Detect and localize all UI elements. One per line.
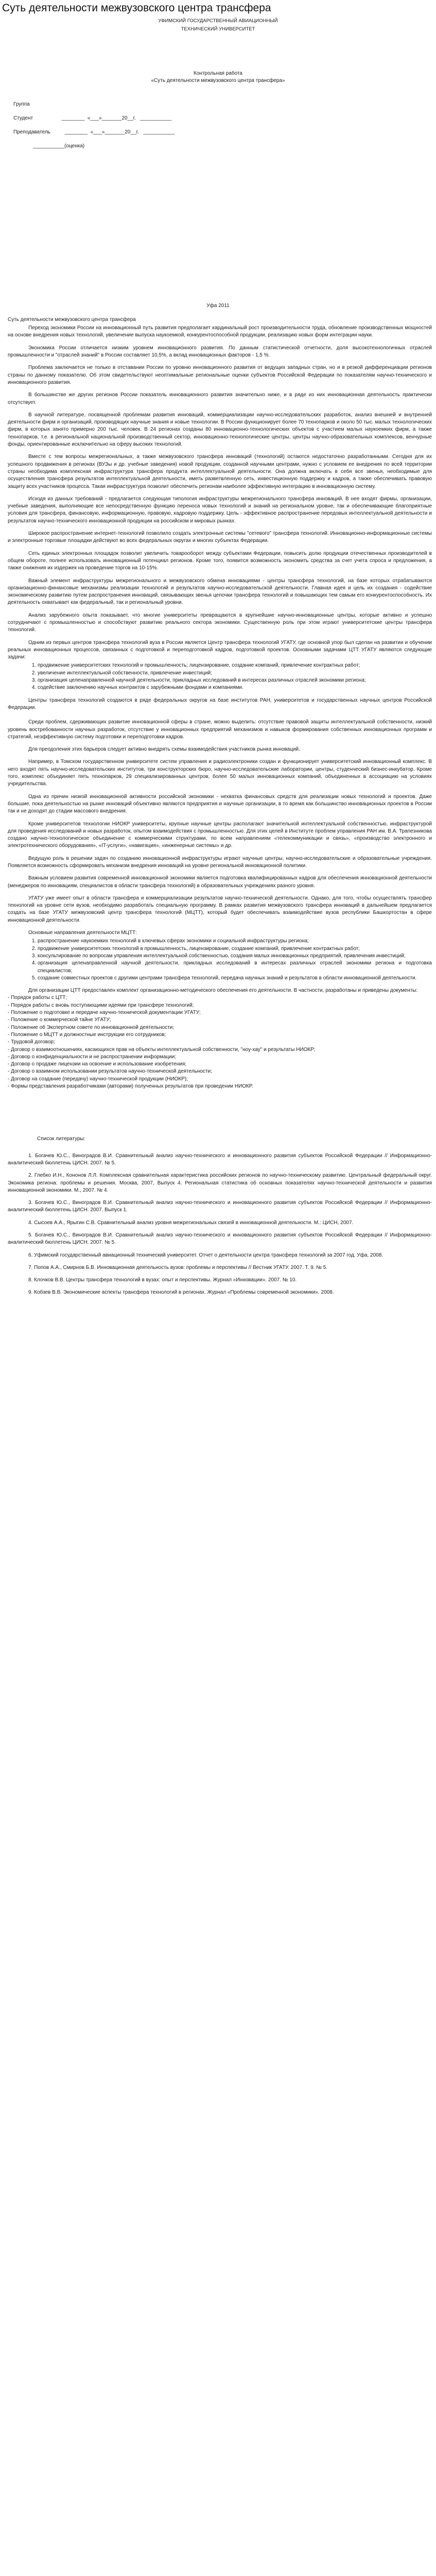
university-header-line2: ТЕХНИЧЕСКИЙ УНИВЕРСИТЕТ [181, 26, 255, 32]
work-title: «Суть деятельности межвузовского центра трансфера» [151, 78, 285, 84]
reference-item: 4. Сысоев А.А., Ярыгин С.В. Сравнительный анализ уровня межрегиональных связей в инновационной деятельности. М.: ЦИСН, 2007. [28, 1219, 354, 1226]
list-item: 1. продвижение университетских технологий и промышленность; лицензирование, создание компаний, привлечение контрактных работ; [38, 662, 432, 669]
section-title: Суть деятельности межвузовского центра трансфера [8, 316, 136, 323]
paragraph: Для организации ЦТТ предоставлен комплект организационно-методического обеспечения его деятельности. В частности, разработаны и приведены документы: [28, 988, 418, 994]
paragraph: Среди проблем, сдерживающих развитие инновационной сферы в стране, можно выделить: отсутствие правовой защиты интеллектуальной собственности, низкий уровень востребованности научных разработок, отсутствие у инновационных предприятий механизмов и навыков формирования собственных инновационных программ и стратегий, неэффективную систему подготовки и переподготовки кадров. [8, 719, 432, 740]
paragraph: Вместе с тем вопросы межрегиональных, а также межвузовского трансфера инноваций (технологий) остаются недостаточно разработанными. Сегодня для их успешного продвижения в регионах (ВУЗы и др. учебные заведения) новой продукции, созданной научными центрами, нужно с условием ее внедрения по всей территории страны необходима комплексная инфраструктура трансфера продукта интеллектуальной деятельности. Она должна включать в себя все звенья, необходимые для осуществления трансфера результатов интеллектуальной деятельности, иметь разветвленную сеть, инвестиционную поддержку и кадров, а также обеспечивать правовую защиту всех участников процесса. Такая инфраструктура позволит обеспечить регионам наиболее эффективную интеграцию в инновационную систему. [8, 454, 432, 489]
paragraph: Переход экономики России на инновационный путь развития предполагает кардинальный рост производительности труда, обновление производственных мощностей на основе внедрения новых технологий, увеличение выпуска наукоемкой, конкурентоспособной продукции, реализацию новых форм интеграции науки. [8, 325, 432, 338]
list-item: 2. продвижение университетских технологий в промышленность, лицензирование, создание компаний, привлечение контрактных работ; [38, 945, 432, 953]
list-item: 4. содействие заключению научных контрактов с зарубежными фондами и компаниями. [38, 684, 432, 691]
paragraph: Кроме университетов технологии НИОКР университеты, крупные научные центры располагают значительной интеллектуальной собственностью, инфраструктурой для проведения исследований и новых разработок, опытом взаимодействия с промышленностью. Для этих целей в Институте проблем управления РАН им. В.А. Трапезникова создано научно-технологическое объединение с коммерческими структурами, по всем направлениям «телекоммуникации и связь», «производство электронного и электротехнического оборудования», «IT-услуги», «навигация», «инженерные системы» и др. [8, 821, 432, 849]
list-item: - Положение о коммерческой тайне УГАТУ; [8, 1017, 111, 1023]
list-item: - Порядок работы с ЦТТ; [8, 995, 67, 1001]
paragraph: Одна из причин низкой инновационной активности российской экономики - нехватка финансовых средств для реализации новых технологий и проектов. Даже большие, пока деятельностью на рынке инноваций объективно являются предприятия и научные организации, в то время как большинство инновационных проектов в России так и не доходят до стадии массового внедрения. [8, 793, 432, 815]
list-item: - Формы представления разработчиками (авторами) полученных результатов при проведении НИОКР. [8, 1083, 253, 1090]
paragraph: Исходя из данных требований - предлагается следующая типология инфраструктуры межрегионального трансфера инноваций. В нее входят фирмы, организации, учебные заведения, выполняющие все непосредственную функцию переноса новых технологий и знаний на региональном уровне, так и обеспечивающие благоприятные условия для трансфера, финансовую, информационную, правовую, кадровую поддержку. Цель - эффективное распространение передовых интеллектуальной деятельности и результатов научно-технического инновационной продукции на российском и мировых рынках. [8, 496, 432, 524]
page-title: Суть деятельности межвузовского центра трансфера [2, 2, 271, 14]
reference-item: 8. Клочков В.В. Центры трансфера технологий в вузах: опыт и перспективы. Журнал «Инновации». 2007. № 10. [28, 1277, 297, 1283]
spacer [0, 33, 436, 70]
paragraph: УГАТУ уже имеет опыт в области трансфера и коммерциализации результатов научно-технической деятельности. Однако, для того, чтобы осуществлять трансфер технологий на уровне сети вузов, необходимо разработать специальную программу. В рамках развития межвузовского трансфера инноваций в дальнейшем предлагается создать на базе УГАТУ межвузовский центр трансфера технологий (МЦТТ), который будет обеспечивать взаимодействие вузов республики Башкортостан в сфере инновационной деятельности. [8, 895, 432, 923]
paragraph: В научной литературе, посвященной проблемам развития инноваций, коммерциализации научно-исследовательских разработок, анализ внешней и внутренней деятельности фирм и организаций, производящих научные знания и новые технологии. В России функционирует более 70 технопарков и около 50 тыс. малых технологических фирм, в которых занято примерно 200 тыс. человек. В 24 регионах созданы 80 инновационно-технологических объектов с участием малых наукоемких фирм, а также технопарков, т.е. в региональной национальной производственный сектор, инновационно-технологические центры, центры научно-образовательных комплексов, венчурные фонды, ориентированные исключительно на сферу высоких технологий. [8, 412, 432, 448]
reference-item: 1. Богачев Ю.С., Виноградов В.И. Сравнительный анализ научно-технического и инновационного развития субъектов Российской Федерации // Информационно-аналитический бюллетень ЦИСН. 2007. № 5. [8, 1153, 432, 1166]
list-item: - Договор о взаимоотношениях, касающихся прав на объекты интеллектуальной собственности, "ноу-хау" и результаты НИОКР; [8, 1046, 316, 1053]
paragraph: В большинстве же других регионов России показатель инновационного развития значительно ниже, и в ряде из них инновационная деятельность практически отсутствует. [8, 392, 432, 405]
references-list [8, 1153, 432, 1297]
list-item: - Положение о подготовке и передаче научно-технической документации УГАТУ; [8, 1010, 201, 1016]
paragraph: Для преодоления этих барьеров следует активно внедрять схемы взаимодействия участников рынка инноваций. [28, 747, 300, 753]
reference-item: 7. Попов А.А., Смирнов Б.В. Инновационная деятельность вузов: проблемы и перспективы // Вестник УГАТУ. 2007. Т. 9. № 5. [28, 1264, 328, 1270]
list-item: - Порядок работы с вновь поступающими идеями при трансфере технологий; [8, 1002, 194, 1008]
grade-line: ___________(оценка) [33, 143, 85, 149]
list-item: - Договор на создание (передачу) научно-технической продукции (НИОКР); [8, 1076, 188, 1082]
body-section [0, 325, 436, 1297]
paragraph: Сеть единых электронных площадок позволит увеличить товарооборот между субъектами Федерации, повысить долю продукции отечественных производителей в общем обороте, полнее использовать инновационный потенциал регионов. Кроме того, появится возможность экономить средства за счет учета спроса и предложения, а также снижения их издержек на проведение торгов на 10-15%. [8, 550, 432, 571]
references-title: Список литературы: [37, 1136, 85, 1142]
teacher-line: Преподаватель ________ «___»_______20__г. ___________ [13, 129, 175, 135]
reference-item: 2. Глебко И.Н., Кононов Л.Л. Комплексная сравнительная характеристика российских регионов по научно-техническому развитию. Центральный федеральный округ. Экономика региона: проблемы и решения. Москва, 2007, Выпуск 4. Региональная статистика об основных показателях научно-технической деятельности и развития инновационной экономики. М., 2007. № 4. [8, 1173, 432, 1193]
paragraph: Анализ зарубежного опыта показывает, что многие университеты превращаются в крупнейшие научно-инновационные центры, которые активно и успешно сотрудничают с промышленностью и способствуют развитию реального сектора экономики. Существенную роль при этом играют университетские центры трансфера технологий. [8, 612, 432, 633]
list-item: 3. консультирование по вопросам управления интеллектуальной собственностью, создания малых инновационных предприятий, привлечения инвестиций; [38, 953, 432, 960]
list-item: 3. организация целенаправленной научной деятельности, прикладных исследований в интересах различных отраслей экономики региона; [38, 677, 432, 684]
reference-item: 5. Богачев Ю.С., Виноградов В.И. Сравнительный анализ научно-технического и инновационного развития субъектов Российской Федерации // Информационно-аналитический бюллетень ЦИСН. 2007. № 5. [8, 1232, 432, 1246]
list-item: 2. увеличение интеллектуальной собственности, привлечение инвестиций; [38, 670, 432, 677]
paragraph: Экономика России отличается низким уровнем инновационного развития. По данным статистической отчетности, доля высокотехнологичных отраслей промышленности и "отраслей знаний" в России составляет 10,5%, а вклад инновационных факторов - 1,5 %. [8, 345, 432, 359]
numbered-list [8, 938, 432, 982]
list-item: 1. распространение наукоемких технологий в ключевых сферах экономики и социальной инфраструктуры региона; [38, 938, 432, 945]
student-line: Студент ________ «___»_______20__г. ___________ [13, 115, 172, 121]
list-item: - Положение об Экспертном совете по инновационной деятельности; [8, 1024, 175, 1030]
paragraph: Одним из первых центров трансфера технологий вуза в России является Центр трансфера технологий УГАТУ, где основной упор был сделан на развитии и обучении реальных инновационных процессов, связанных с подготовкой и переподготовкой кадров, подготовкой проектов. Основными задачами ЦТТ УГАТУ являются следующие задачи: [8, 639, 432, 660]
list-item: - Договор о конфиденциальности и не распространении информации; [8, 1054, 176, 1060]
work-type: Контрольная работа [194, 71, 242, 76]
list-item: - Трудовой договор; [8, 1039, 55, 1045]
paragraph: Основные направления деятельности МЦТТ: [28, 930, 137, 936]
paragraph: Важным условием развития современной инновационной экономики является подготовка квалифицированных кадров для обеспечения инновационной деятельности (менеджеров по инновациям, специалистов в области трансфера технологий) в образовательных учреждениях разного уровня. [8, 875, 432, 889]
reference-item: 3. Богачев Ю.С., Виноградов В.И. Сравнительный анализ научно-технического и инновационного развития субъектов Российской Федерации // Информационно-аналитический бюллетень ЦИСН. 2007. Выпуск 1. [8, 1200, 432, 1213]
list-item: - Договор о взаимном использовании результатов научно-технической деятельности; [8, 1069, 212, 1075]
group-label: Группа [13, 101, 30, 107]
paragraph: Проблема заключается не только в отставании России по уровню инновационного развития от ведущих западных стран, но и в резкой дифференциации регионов страны по данному показателю. Об этом свидетельствуют неоптимальные региональные оценки субъектов Российской Федерации по показателям научно-технического и инновационного развития. [8, 365, 432, 385]
reference-item: 6. Уфимский государственный авиационный технический университет. Отчет о деятельности центра трансфера технологий за 2007 год. Уфа, 2008. [28, 1252, 383, 1258]
city-year: Уфа 2011 [206, 302, 230, 309]
paragraph: Ведущую роль в решении задач по созданию инновационной инфраструктуры играют научные центры, научно-исследовательские и образовательные учреждения. Появляется возможность сформировать механизм внедрения инноваций на уровне региональной инновационной политики. [8, 855, 432, 869]
paragraph: Широкое распространение интернет-технологий позволило создать электронные системы "сетевого" трансфера технологий. Инновационно-информационные системы и электронные торговые площадки действуют во всех федеральных округах и многих субъектах Федерации. [8, 531, 432, 544]
list-item: 4. организация целенаправленной научной деятельности, прикладных исследований в интересах различных отраслей экономики региона и подготовка специалистов; [38, 960, 432, 975]
university-header-line1: УФИМСКИЙ ГОСУДАРСТВЕННЫЙ АВИАЦИОННЫЙ [158, 18, 278, 24]
documents-list [8, 994, 432, 1090]
list-item: - Договор о продаже лицензии на освоение и использование изобретения; [8, 1061, 187, 1067]
reference-item: 9. Кобзев В.В. Экономические аспекты трансфера технологий в регионах. Журнал «Проблемы современной экономики». 2008. [28, 1290, 334, 1296]
paragraph: Важный элемент инфраструктуры межрегионального и межвузовского обмена инновациями - центры трансфера технологий, на базе которых отрабатываются организационно-финансовые механизмы реализации технологий и результатов научно-исследовательской деятельности. Главная идея и цель их создания - содействие экономическому развитию путем распространения инноваций, связывающих звенья цепочки трансфера технологий и повышающих тем самым его конкурентоспособность. Их деятельность охватывает как федеральный, так и региональный уровни. [8, 578, 432, 606]
numbered-list [8, 662, 432, 691]
paragraph: Например, в Томском государственном университете систем управления и радиоэлектроники создан и функционирует университетский инновационный комплекс. В него входят пять научно-исследовательских институтов, три конструкторских бюро, научно-исследовательские лаборатории, центры, студенческий бизнес-инкубатор. Кроме того, комплекс объединяет пять технопарков, 29 специализированных центров, более 50 малых инновационных компаний, объединенных в ассоциацию на условиях учредительства. [8, 759, 432, 787]
list-item: - Положение о МЦТТ и должностные инструкции его сотрудников; [8, 1031, 166, 1038]
list-item: 5. создание совместных проектов с другими центрами трансфера технологий, передача научных знаний и результатов в области инновационной деятельности. [38, 975, 432, 982]
paragraph: Центры трансфера технологий создаются в ряде федеральных округов на базе институтов РАН, университетов и государственных научных центров Российской Федерации. [8, 697, 432, 710]
